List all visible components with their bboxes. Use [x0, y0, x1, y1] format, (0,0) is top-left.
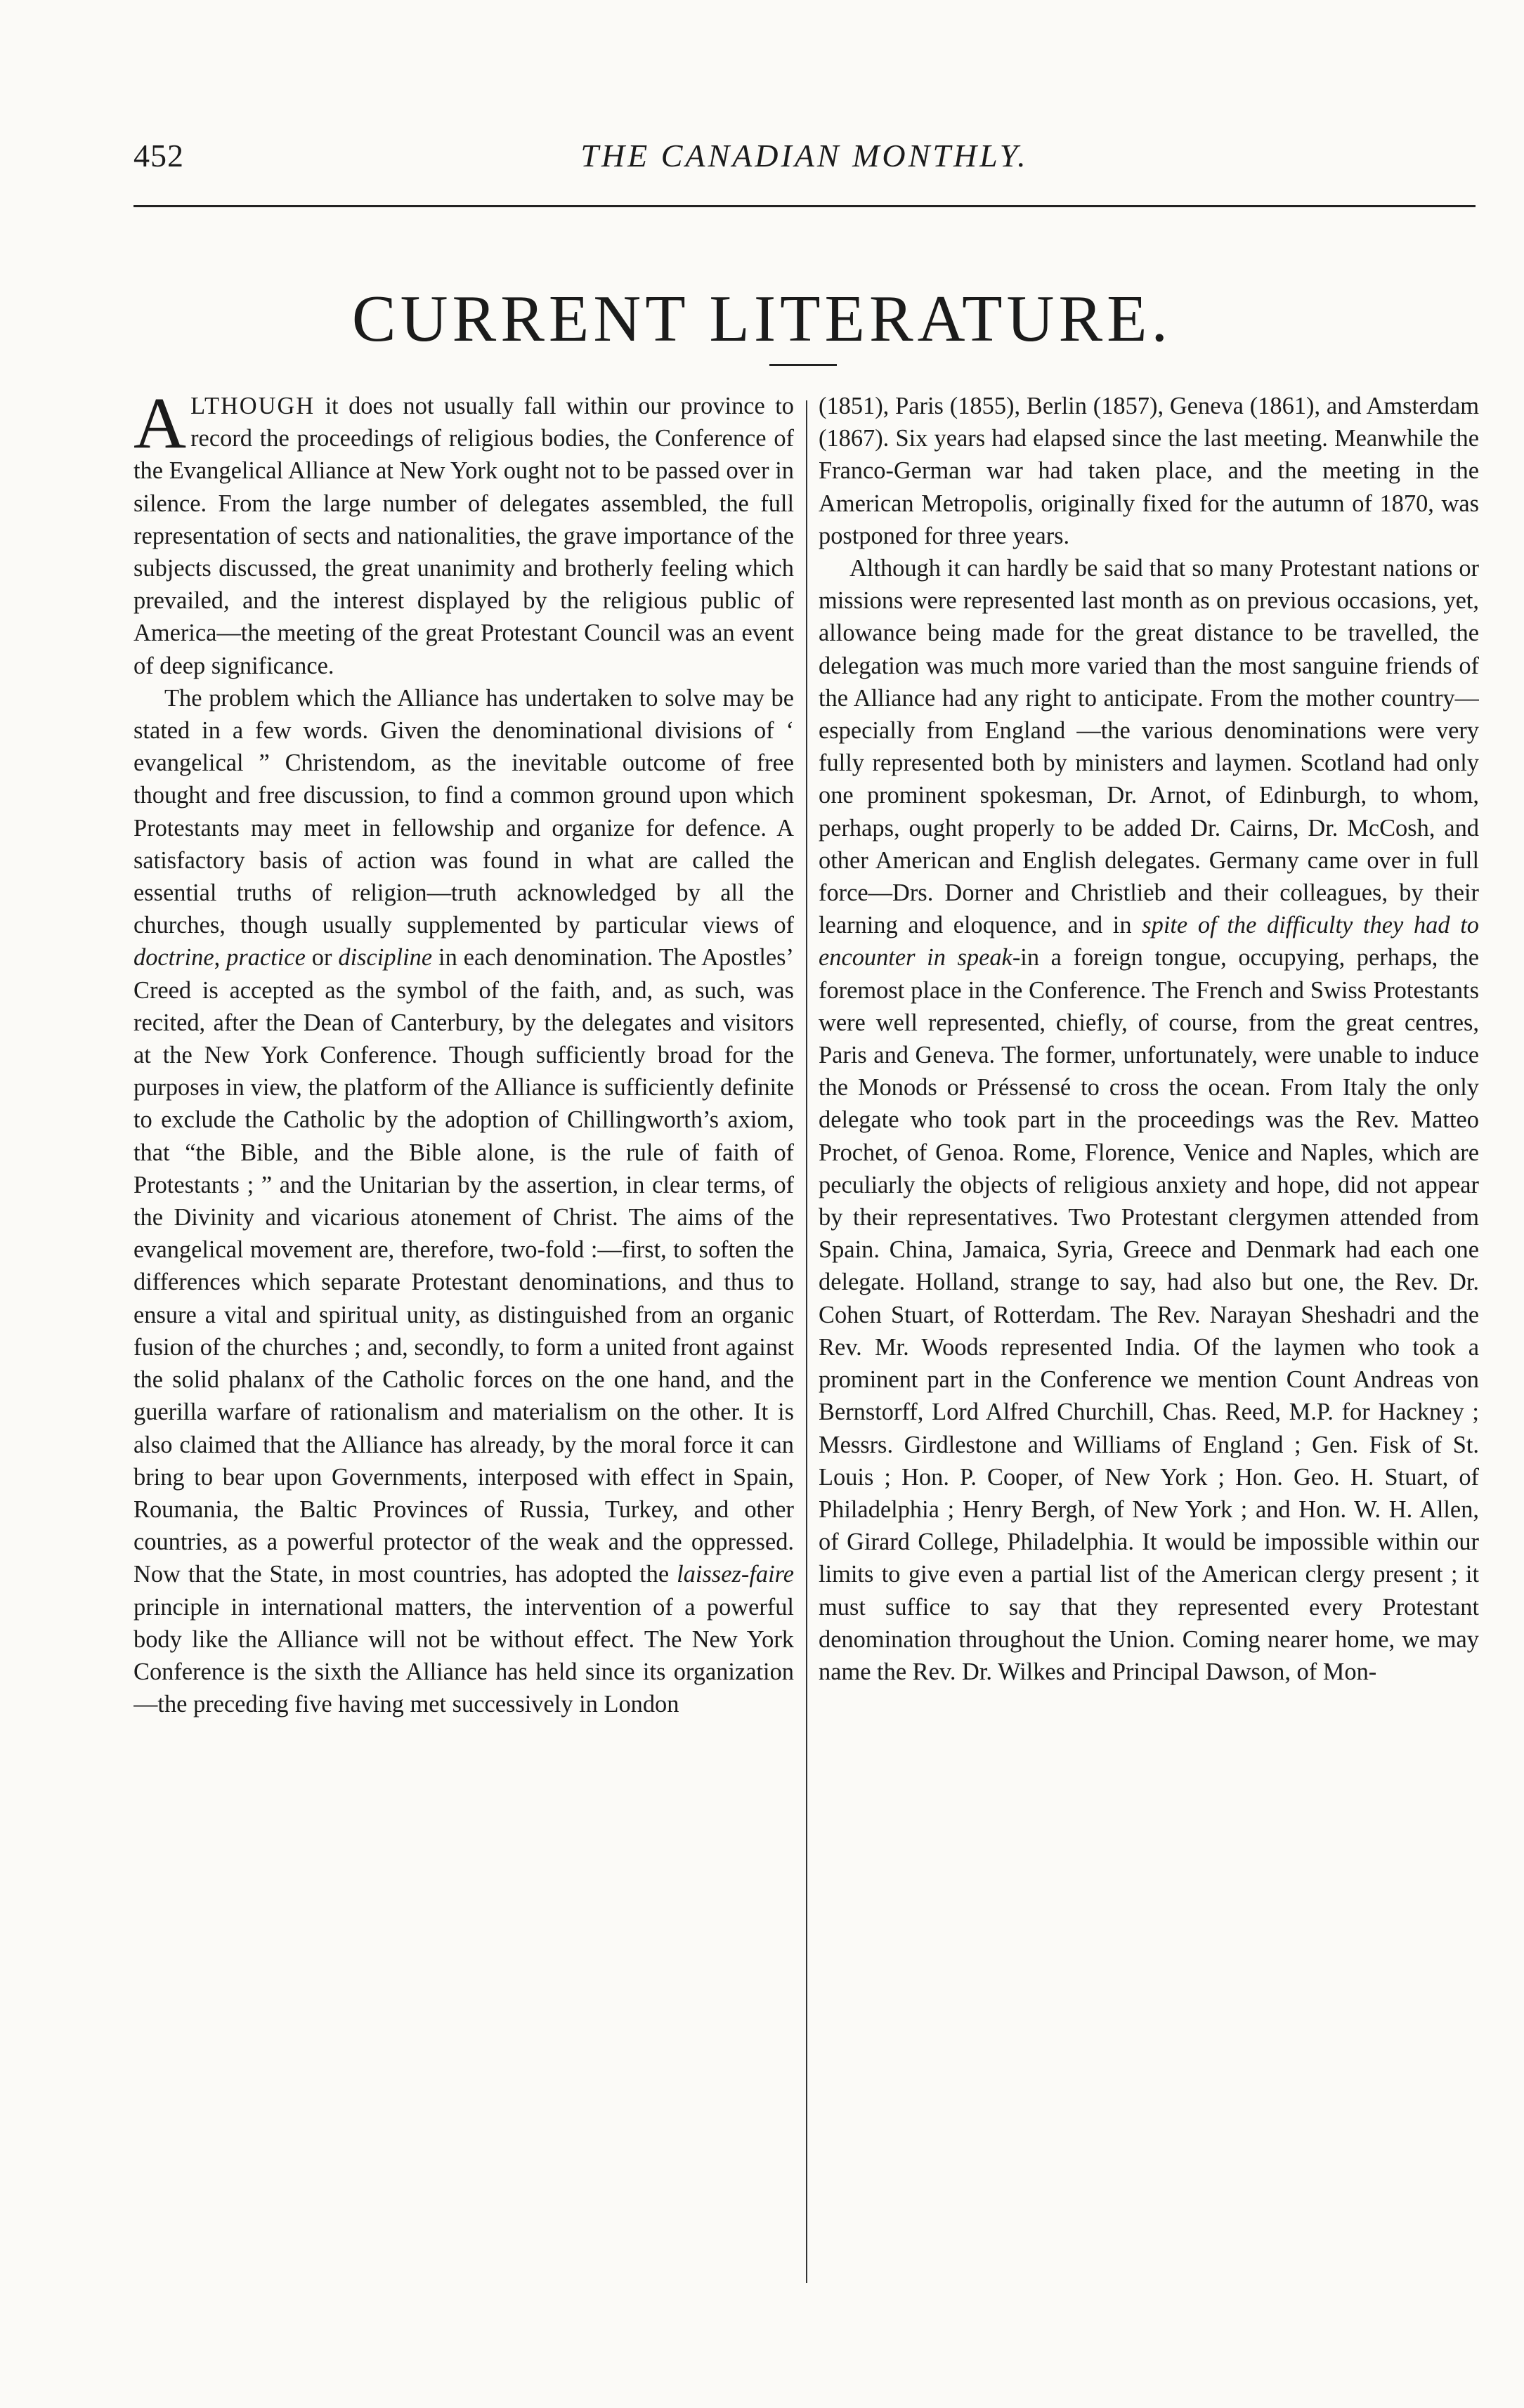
left-column [133, 390, 794, 2322]
paragraph-text: in each denomination. The Apostles’ Creed is accepted as the symbol of the faith, and, as such, was recited, after the Dean of Canterbury, by the delegates and visitors at the New York Conference. Though sufficiently broad for the purposes in view, the platform of the Alliance is sufficiently definite to exclude the Catholic by the adoption of Chillingworth’s axiom, that “the Bible, and the Bible alone, is the rule of faith of Protestants ; ” and the Unitarian by the assertion, in clear terms, of the Divinity and vicarious atonement of Christ. The aims of the evangelical movement are, therefore, two-fold :—first, to soften the differences which separate Protestant denominations, and thus to ensure a vital and spiritual unity, as distinguished from an organic fusion of the churches ; and, secondly, to form a united front against the solid phalanx of the Catholic forces on the one hand, and the guerilla warfare of rationalism and materialism on the other. It is also claimed that the Alliance has already, by the moral force it can bring to bear upon Governments, interposed with effect in Spain, Roumania, the Baltic Provinces of Russia, Turkey, and other countries, as a powerful protector of the weak and the oppressed. Now that the State, in most countries, has adopted the [133, 944, 794, 1588]
italic-word: laissez-faire [677, 1561, 794, 1588]
right-column [819, 390, 1479, 2322]
conjunction: or [305, 944, 339, 971]
lead-word: LTHOUGH [190, 393, 315, 419]
page-number: 452 [133, 138, 184, 174]
running-head [133, 137, 1476, 186]
paragraph-text: in a foreign tongue, occupying, perhaps, the foremost place in the Conference. The French and Swiss Protestants were well represented, chiefly, of course, from the great centres, Paris and Geneva. The former, unfortunately, were unable to induce the Monods or Préssensé to cross the ocean. From Italy the only delegate who took part in the proceedings was the Rev. Matteo Prochet, of Genoa. Rome, Florence, Venice and Naples, which are peculiarly the objects of religious anxiety and hope, did not appear by their representatives. Two Protestant clergymen attended from Spain. China, Jamaica, Syria, Greece and Denmark had each one delegate. Holland, strange to say, had also but one, the Rev. Dr. Cohen Stuart, of Rotterdam. The Rev. Narayan Sheshadri and the Rev. Mr. Woods represented India. Of the laymen who took a prominent part in the Conference we mention Count Andreas von Bernstorff, Lord Alfred Churchill, Chas. Reed, M.P. for Hackney ; Messrs. Girdlestone and Williams of England ; Gen. Fisk of St. Louis ; Hon. P. Cooper, of New York ; Hon. Geo. H. Stuart, of Philadelphia ; Henry Bergh, of New York ; and Hon. W. H. Allen, of Girard College, Philadelphia. It would be impossible within our limits to give even a partial list of the American clergy present ; it must suffice to say that they represented every Protestant denomination throughout the Union. Coming nearer home, we may name the Rev. Dr. Wilkes and Principal Dawson, of Mon- [819, 944, 1479, 1685]
column-rule [806, 400, 807, 2283]
italic-word: discipline [338, 944, 433, 971]
drop-cap: A [133, 390, 187, 464]
italic-phrase: spite of the difficulty they had to encounter in speak- [819, 912, 1479, 971]
journal-title: THE CANADIAN MONTHLY. [580, 138, 1029, 174]
italic-word: doctrine [133, 944, 214, 971]
paragraph-2 [133, 682, 794, 1721]
paragraph-text: principle in international matters, the intervention of a powerful body like the Alliance will not be without effect. The New York Conference is the sixth the Alliance has held since its organization—the preceding five having met successively in London [133, 1593, 794, 1718]
header-rule [133, 205, 1476, 207]
paragraph-text: Although it can hardly be said that so many Protestant nations or missions were represented last month as on previous occasions, yet, allowance being made for the great distance to be travelled, the delegation was much more varied than the most sanguine friends of the Alliance had any right to anticipate. From the mother country—especially from England —the various denominations were very fully represented both by ministers and laymen. Scotland had only one prominent spokesman, Dr. Arnot, of Edinburgh, to whom, perhaps, ought properly to be added Dr. Cairns, Dr. McCosh, and other American and English delegates. Germany came over in full force—Drs. Dorner and Christlieb and their colleagues, by their learning and eloquence, and in [819, 555, 1479, 939]
paragraph-text: The problem which the Alliance has undertaken to solve may be stated in a few words. Given the denominational divisions of ‘ evangelical ” Christendom, as the inevitable outcome of free thought and free discussion, to find a common ground upon which Protestants may meet in fellowship and organize for defence. A satisfactory basis of action was found in what are called the essential truths of religion—truth acknowledged by all the churches, though usually supplemented by particular views of [133, 684, 794, 939]
paragraph-continued: (1851), Paris (1855), Berlin (1857), Geneva (1861), and Amsterdam (1867). Six years had elapsed since the last meeting. Meanwhile the Franco-German war had taken place, and the meeting in the American Metropolis, originally fixed for the autumn of 1870, was postponed for three years. [819, 393, 1479, 549]
paragraph-text: it does not usually fall within our province to record the proceedings of religious bodies, the Conference of the Evangelical Alliance at New York ought not to be passed over in silence. From the large number of delegates assembled, the full representation of sects and nationalities, the grave importance of the subjects discussed, the great unanimity and brotherly feeling which prevailed, and the interest displayed by the religious public of America—the meeting of the great Protestant Council was an event of deep significance. [133, 393, 794, 679]
italic-word: practice [226, 944, 306, 971]
paragraph-3 [819, 552, 1479, 1688]
paragraph-1 [133, 390, 794, 682]
section-title: CURRENT LITERATURE. [351, 282, 1173, 355]
title-rule [769, 364, 837, 366]
punctuation: , [214, 944, 227, 971]
